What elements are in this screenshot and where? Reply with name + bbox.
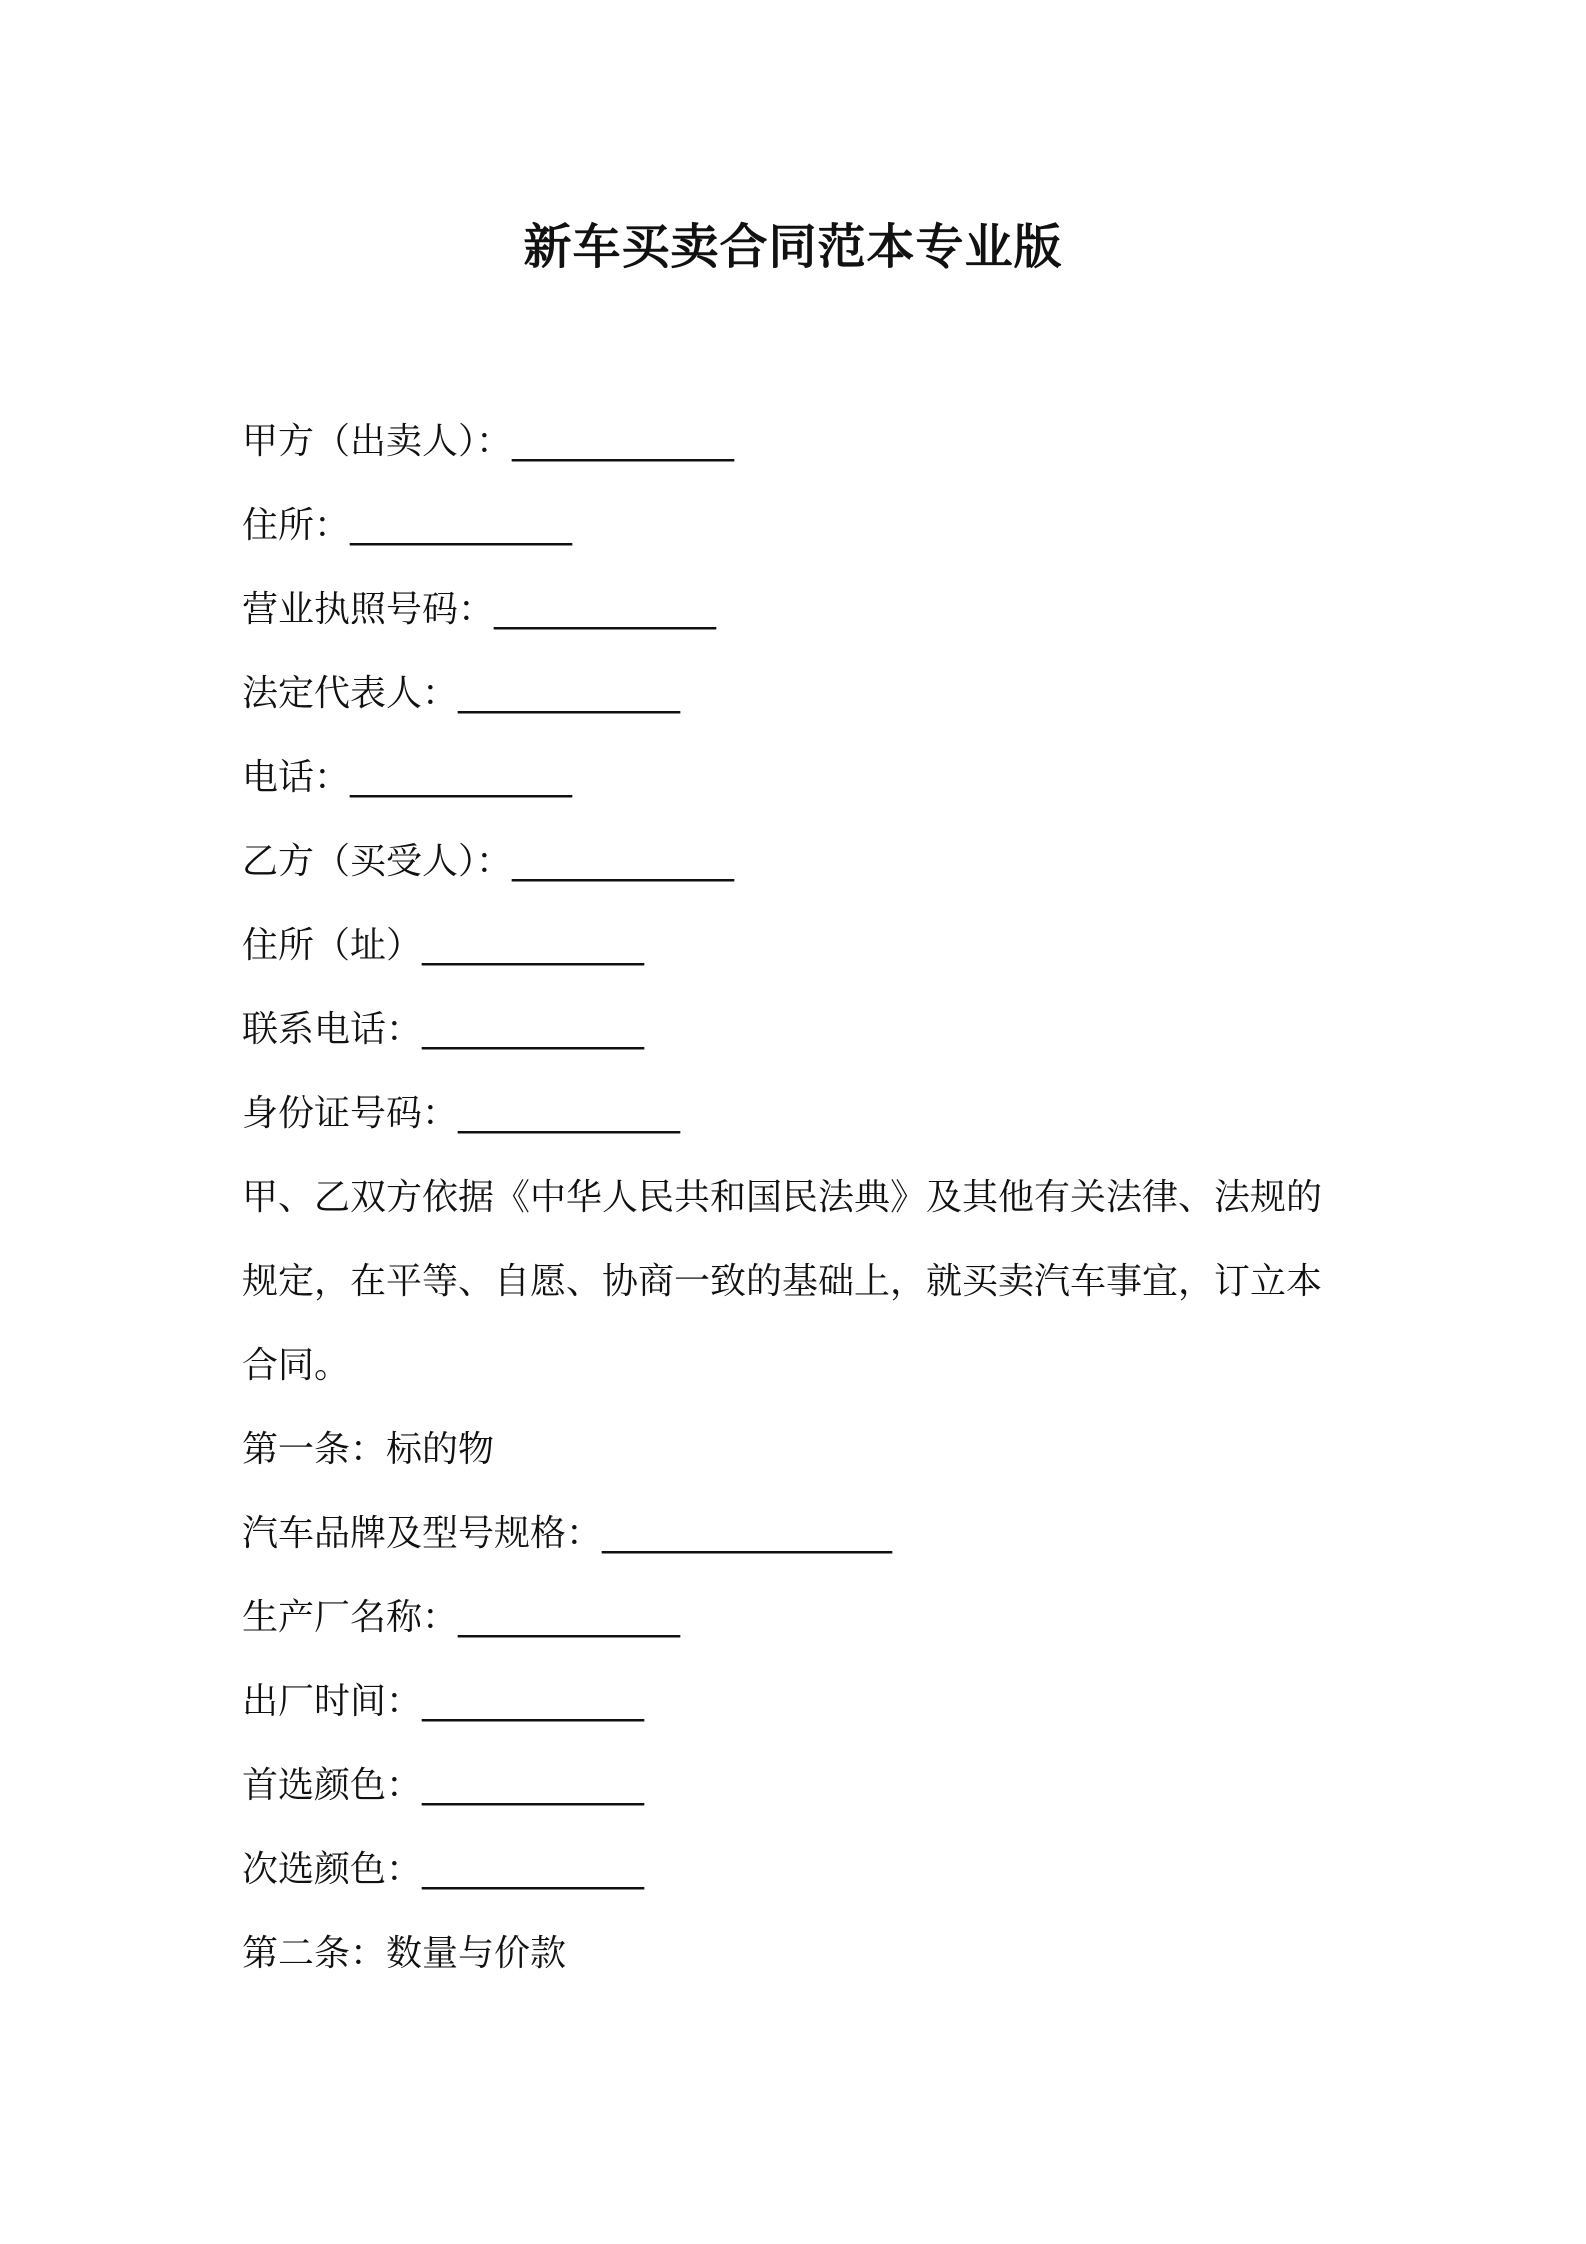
field-blank: _____________ [458,673,680,714]
field-label: 住所（址） [242,925,423,966]
document-body [242,400,1352,1996]
field-manufacturer [242,1576,1352,1660]
field-blank: _____________ [512,841,734,882]
field-blank: _____________ [458,1597,680,1638]
field-party-b [242,820,1352,904]
document-title: 新车买卖合同范本专业版 [523,219,1063,275]
field-blank: _____________ [422,1849,644,1890]
field-label: 住所： [242,505,351,546]
field-blank: _____________ [422,1009,644,1050]
field-party-a-address [242,484,1352,568]
field-label: 乙方（买受人）： [242,841,513,882]
field-legal-representative [242,652,1352,736]
field-blank: _____________ [350,757,572,798]
intro-paragraph: 甲、乙双方依据《中华人民共和国民法典》及其他有关法律、法规的规定，在平等、自愿、协商一致的基础上，就买卖汽车事宜，订立本合同。 [242,1177,1323,1386]
field-label: 出厂时间： [242,1681,423,1722]
field-blank: _____________ [494,589,716,630]
field-id-number [242,1072,1352,1156]
article-1-heading: 第一条：标的物 [242,1429,495,1470]
field-business-license [242,568,1352,652]
field-label: 次选颜色： [242,1849,423,1890]
field-label: 电话： [242,757,351,798]
field-party-b-address [242,904,1352,988]
article-2-heading: 第二条：数量与价款 [242,1933,567,1974]
field-blank: _____________ [422,1681,644,1722]
field-car-model [242,1492,1352,1576]
field-blank: _____________ [512,421,734,462]
field-label: 生产厂名称： [242,1597,459,1638]
field-party-a-phone [242,736,1352,820]
field-second-color [242,1828,1352,1912]
field-party-b-phone [242,988,1352,1072]
field-label: 身份证号码： [242,1093,459,1134]
field-party-a [242,400,1352,484]
field-label: 汽车品牌及型号规格： [242,1513,603,1554]
field-label: 营业执照号码： [242,589,495,630]
field-blank: _____________ [422,925,644,966]
field-blank: _____________ [350,505,572,546]
field-label: 甲方（出卖人）： [242,421,513,462]
field-label: 首选颜色： [242,1765,423,1806]
field-production-date [242,1660,1352,1744]
field-blank: _____________ [422,1765,644,1806]
field-label: 联系电话： [242,1009,423,1050]
field-blank: _________________ [602,1513,892,1554]
field-blank: _____________ [458,1093,680,1134]
field-label: 法定代表人： [242,673,459,714]
field-first-color [242,1744,1352,1828]
